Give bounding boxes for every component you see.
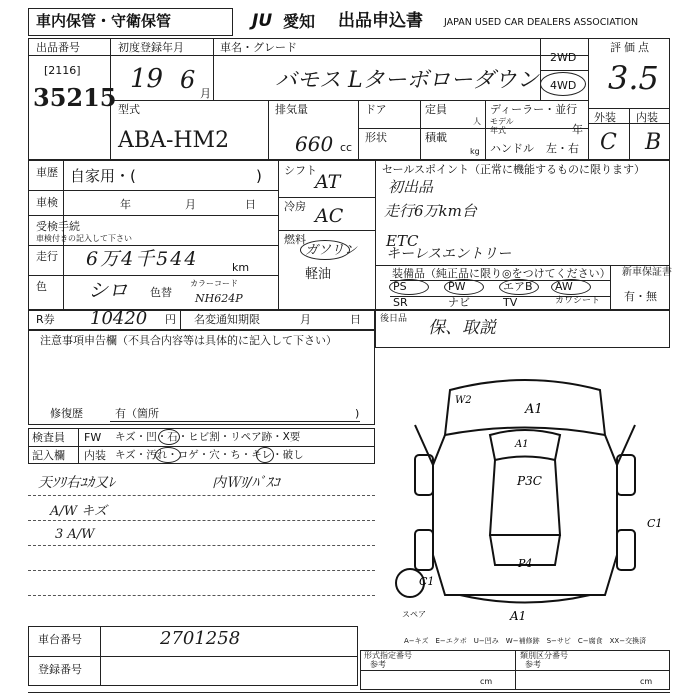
note-line-1: 天ｿﾘ右ﾕｶ又ﾚ [38, 475, 115, 491]
shift-label: シフト [284, 164, 317, 177]
remarks-value: 保、取説 [428, 318, 496, 338]
capacity-label: 定員 [425, 103, 447, 116]
category-ref: 参考 [525, 660, 541, 669]
model-year-label: モデル 年式 [490, 117, 514, 135]
color-change-label: 色替 [150, 286, 172, 299]
first-reg-label: 初度登録年月 [118, 41, 184, 54]
equipment-circle [444, 279, 484, 295]
form-type-ref: 参考 [370, 660, 386, 669]
fuel-alt-value: 軽油 [305, 267, 332, 282]
dealer-import-label: ディーラー・並行 [490, 103, 578, 116]
handle-label: ハンドル [490, 142, 534, 155]
ju-logo: JU [252, 11, 273, 31]
cc-unit: cc [340, 141, 353, 154]
drive-4wd-circle [540, 72, 586, 96]
diagram-mark-5: P4 [518, 557, 533, 570]
equipment-item: ナビ [448, 296, 470, 309]
cm-unit-1: cm [480, 677, 493, 686]
sales-point-4: キーレスエントリー [386, 246, 512, 262]
inspection-year: 年 [120, 198, 131, 211]
association-name: JAPAN USED CAR DEALERS ASSOCIATION [444, 17, 639, 28]
sales-point-label: セールスポイント（正常に機能するものに限ります） [382, 163, 646, 176]
inner-label: 内装 [84, 449, 106, 462]
notes-label: 注意事項申告欄（不具合内容等は具体的に記入して下さい） [40, 334, 337, 347]
aircon-value: AC [315, 205, 344, 227]
note-line-4: 3 A/W [55, 527, 95, 542]
inspection-day: 日 [245, 198, 256, 211]
equipment-item: TV [503, 296, 518, 309]
fuel-label: 燃料 [284, 233, 306, 246]
kg-unit: kg [470, 147, 480, 156]
remarks-box [375, 310, 670, 348]
doors-label: ドア [365, 103, 387, 116]
diagram-mark-3: A1 [515, 439, 529, 450]
damage-legend: A−キズ E−エクボ U−凹み W−補修跡 S−サビ C−腐食 XX−交換済 [404, 637, 647, 645]
cm-unit-2: cm [640, 677, 653, 686]
entry-label: 記入欄 [32, 449, 65, 462]
color-code-value: NH624P [195, 292, 243, 305]
car-name-label: 車名・グレード [220, 41, 297, 54]
auction-sheet: 車内保管・守衛保管 JU 愛知 出品申込書 JAPAN USED CAR DEALERS ASSOCIATION 出品番号 初度登録年月 車名・グレード 2WD 4WD 評価点 [2116] 35215 19 6 月 バモス Lターボローダウン 3.5 型式 排気量 ドア 定員 人 ディーラー・並行 モデル 年式 年 形状 積載 kg ハンドル 左・右 外装 内装 ABA-HM2 660 cc C B 車歴 自家用・( ) 車検 年 月 日 受検手続 車検付きの記入して下さい 走行 6万4千544 km 色 シロ 色替 カラーコード NH624P シフト AT 冷房 AC 燃料 ガソリン 軽油 セールスポイント（正常に機能するものに限ります） 初出品 走行6万km台 ETC キーレスエントリー 装備品（純正品に限り◎をつけてください） PS PW エアB AW SR ナビ TV カワシート 新車保証書 有・無 R券 10420 円 名変通知期限 月 日 注意事項申告欄（不具合内容等は具体的に記入して下さい） 修復歴 有（箇所 ) 後日品 保、取説 検査員 記入欄 FW キズ・凹・石・ヒビ割・リペア跡・X要 内装 キズ・汚れ・コゲ・穴・ち・キレ・破し 天ｿﾘ右ﾕｶ又ﾚ 内Ｗﾘ/ﾊﾞｽｺ A/W キズ 3 A/W A1 W2 A1 P3C P4 C1 C1 A1 スペア A−キズ E−エクボ U−凹み W−補修跡 S−サビ C−腐食 XX−交換済 車台番号 2701258 登録番号 形式指定番号 類別区分番号 参考 参考 cm cm [0, 0, 700, 700]
year-unit: 年 [572, 123, 583, 136]
car-damage-diagram [385, 355, 675, 635]
recall-label: 名変通知期限 [194, 313, 260, 326]
reg-number-label: 登録番号 [38, 663, 82, 676]
drive-2wd-label: 2WD [550, 51, 577, 64]
equipment-item: PS [393, 280, 407, 293]
history-value: 自家用・( [70, 167, 136, 185]
storage-tag: 車内保管・守衛保管 [36, 12, 172, 30]
interior-grade-value: B [645, 130, 662, 155]
color-label: 色 [36, 280, 47, 293]
repair-value: 有（箇所 [115, 407, 159, 420]
model-type-label: 型式 [118, 103, 140, 116]
diagram-mark-7: C1 [419, 575, 435, 588]
reception-note: 車検付きの記入して下さい [36, 234, 132, 243]
model-type-value: ABA-HM2 [118, 128, 230, 153]
diagram-mark-4: P3C [517, 474, 542, 488]
diagram-mark-1: A1 [525, 402, 543, 417]
yen-unit: 円 [165, 313, 176, 326]
note-line-2: 内Ｗﾘ/ﾊﾞｽｺ [212, 475, 280, 491]
warranty-value: 有・無 [624, 290, 657, 303]
km-unit: km [232, 261, 250, 274]
mileage-value: 6万4千544 [86, 248, 199, 270]
fuel-value: ガソリン [305, 243, 358, 258]
recall-month: 月 [300, 313, 311, 326]
person-unit: 人 [473, 117, 481, 126]
reception-label: 受検手続 [36, 220, 80, 233]
equipment-item: エアB [503, 280, 533, 293]
reg-year-value: 19 [130, 64, 164, 94]
inner-items: キズ・汚れ・コゲ・穴・ち・キレ・破し [115, 449, 304, 461]
sales-point-1: 初出品 [388, 178, 434, 196]
aircon-label: 冷房 [284, 200, 306, 213]
repair-label: 修復歴 [50, 407, 83, 420]
fw-items: キズ・凹・石・ヒビ割・リペア跡・X要 [115, 431, 301, 443]
sales-point-2: 走行6万km台 [384, 202, 477, 220]
inner-circle-1 [155, 447, 181, 463]
warranty-label: 新車保証書 [622, 267, 672, 278]
brand-name: 愛知 [283, 12, 316, 31]
displacement-value: 660 [295, 132, 334, 156]
inspector-label: 検査員 [32, 431, 65, 444]
diagram-mark-8: A1 [510, 609, 527, 623]
diagram-mark-6: C1 [647, 517, 663, 530]
note-line-3: A/W キズ [50, 504, 108, 519]
form-type-label: 形式指定番号 [364, 651, 412, 660]
lot-prefix: [2116] [44, 64, 81, 77]
interior-label: 内装 [636, 111, 658, 124]
rating-value: 3.5 [608, 59, 659, 97]
history-label: 車歴 [36, 166, 58, 179]
equipment-item: カワシート [555, 296, 601, 306]
fw-label: FW [84, 431, 102, 444]
inspection-month: 月 [185, 198, 196, 211]
color-value: シロ [88, 278, 128, 302]
reg-month-value: 6 [180, 66, 196, 94]
category-label: 類別区分番号 [520, 651, 568, 660]
exterior-grade-value: C [600, 130, 617, 155]
chassis-value: 2701258 [160, 628, 241, 649]
load-label: 積載 [425, 131, 447, 144]
inspection-label: 車検 [36, 196, 58, 209]
ticket-label: R券 [36, 313, 55, 326]
equipment-label: 装備品（純正品に限り◎をつけてください） [392, 267, 611, 280]
car-name-value: バモス Lターボローダウン [275, 68, 539, 93]
fw-circle [158, 429, 180, 445]
lot-number-label: 出品番号 [36, 41, 80, 54]
shift-value: AT [315, 171, 341, 193]
chassis-label: 車台番号 [38, 633, 82, 646]
equipment-item: PW [448, 280, 466, 293]
equipment-circle [551, 279, 591, 295]
mileage-label: 走行 [36, 250, 58, 263]
fuel-circle [300, 240, 350, 260]
equipment-item: AW [555, 280, 573, 293]
recall-day: 日 [350, 313, 361, 326]
remarks-label: 後日品 [380, 314, 408, 324]
lot-number-value: 35215 [33, 83, 117, 112]
equipment-circle [499, 279, 539, 295]
spare-label: スペア [402, 610, 426, 619]
diagram-mark-2: W2 [455, 395, 472, 406]
equipment-circle [389, 279, 429, 295]
ticket-value: 10420 [90, 308, 148, 329]
rating-label: 評価点 [610, 41, 652, 54]
reg-month-unit: 月 [200, 87, 211, 100]
equipment-item: SR [393, 296, 408, 309]
drive-4wd-label: 4WD [550, 79, 577, 92]
color-code-label: カラーコード [190, 279, 238, 288]
exterior-label: 外装 [594, 111, 616, 124]
displacement-label: 排気量 [275, 103, 308, 116]
handle-value: 左・右 [546, 142, 579, 155]
form-title: 出品申込書 [338, 11, 423, 31]
inner-circle-2 [256, 447, 274, 463]
shape-label: 形状 [365, 131, 387, 144]
sales-point-3: ETC [386, 232, 419, 250]
